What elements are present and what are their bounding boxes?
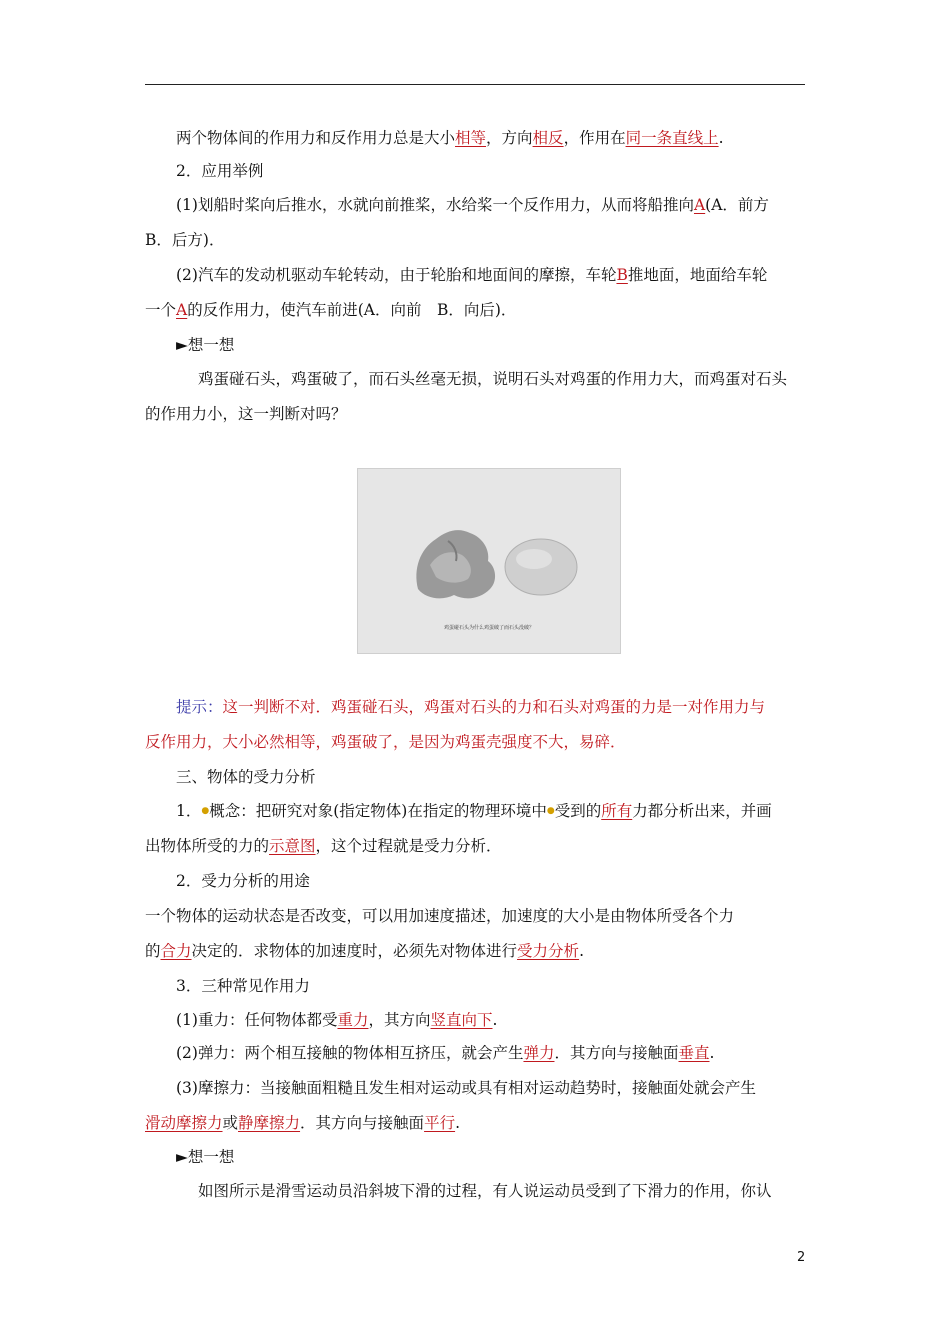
example-2-line-1 xyxy=(176,265,841,285)
text: 出物体所受的力的 xyxy=(145,837,270,855)
text: 力都分析出来，并画 xyxy=(632,802,772,820)
text: ．其方向与接触面 xyxy=(554,1044,679,1062)
text: 推地面，地面给车轮 xyxy=(627,266,768,284)
answer-diagram: 示意图 xyxy=(269,837,316,855)
friction-line-2 xyxy=(145,1113,810,1133)
text: 决定的．求物体的加速度时，必须先对物体进行 xyxy=(191,942,518,960)
page-number: 2 xyxy=(797,1250,806,1265)
text: . xyxy=(709,1044,715,1062)
text: (1)划船时桨向后推水，水就向前推桨，水给桨一个反作用力，从而将船推向 xyxy=(176,196,694,214)
photo-caption: 鸡蛋碰石头为什么鸡蛋破了而石头没破？ xyxy=(443,625,534,631)
text: . xyxy=(579,942,584,960)
text: 的 xyxy=(145,942,161,960)
text: 1． xyxy=(176,802,202,820)
text: . xyxy=(492,1011,498,1029)
think-heading-2: ►想一想 xyxy=(176,1148,235,1166)
question-1-line-1: 鸡蛋碰石头，鸡蛋破了，而石头丝毫无损，说明石头对鸡蛋的作用力大，而鸡蛋对石头 xyxy=(198,370,788,388)
usage-line-2 xyxy=(145,941,810,961)
hint-text: 这一判断不对．鸡蛋碰石头，鸡蛋对石头的力和石头对鸡蛋的力是一对作用力与 xyxy=(222,698,766,716)
hint-label: 提示： xyxy=(176,698,223,716)
text: ，这个过程就是受力分析． xyxy=(315,837,502,855)
concept-line-1 xyxy=(176,801,841,821)
text: (2)弹力：两个相互接触的物体相互挤压，就会产生 xyxy=(176,1044,524,1062)
answer-gravity: 重力 xyxy=(337,1011,369,1029)
answer-a: A xyxy=(693,196,706,214)
text: (1)重力：任何物体都受 xyxy=(176,1011,338,1029)
section-title-examples: 2．应用举例 xyxy=(176,162,264,180)
text: 概念：把研究对象(指定物体)在指定的物理环境中 xyxy=(209,802,547,820)
paragraph-newton-third-law xyxy=(176,128,841,148)
text: . xyxy=(455,1114,461,1132)
answer-all: 所有 xyxy=(601,802,633,820)
answer-perpendicular: 垂直 xyxy=(678,1044,710,1062)
think-heading-1: ►想一想 xyxy=(176,336,235,354)
answer-opposite: 相反 xyxy=(532,129,564,147)
elastic-force-line xyxy=(176,1043,841,1063)
dot-mark: ● xyxy=(201,806,210,816)
answer-parallel: 平行 xyxy=(424,1114,456,1132)
question-1-line-2: 的作用力小，这一判断对吗？ xyxy=(145,405,347,423)
dot-mark: ● xyxy=(546,806,555,816)
answer-equal: 相等 xyxy=(455,129,487,147)
answer-vertically-down: 竖直向下 xyxy=(430,1011,493,1029)
answer-a: A xyxy=(176,301,188,319)
text: ，作用在 xyxy=(563,129,626,147)
text: 两个物体间的作用力和反作用力总是大小 xyxy=(176,129,456,147)
example-1-line-2: B．后方)． xyxy=(145,231,225,249)
answer-static-friction: 静摩擦力 xyxy=(238,1114,301,1132)
answer-elastic: 弹力 xyxy=(523,1044,555,1062)
answer-sliding-friction: 滑动摩擦力 xyxy=(145,1114,223,1132)
three-forces-title: 3．三种常见作用力 xyxy=(176,977,310,995)
text: (2)汽车的发动机驱动车轮转动，由于轮胎和地面间的摩擦，车轮 xyxy=(176,266,617,284)
text: (A．前方 xyxy=(705,196,769,214)
example-1-line-1 xyxy=(176,195,841,215)
text: 受到的 xyxy=(554,802,602,820)
friction-line-1: (3)摩擦力：当接触面粗糙且发生相对运动或具有相对运动趋势时，接触面处就会产生 xyxy=(176,1079,756,1097)
answer-same-line: 同一条直线上 xyxy=(625,129,719,147)
hint-line-2: 反作用力，大小必然相等，鸡蛋破了，是因为鸡蛋壳强度不大，易碎． xyxy=(145,733,626,751)
concept-line-2 xyxy=(145,836,810,856)
section-title-force-analysis: 三、物体的受力分析 xyxy=(176,768,316,786)
text: ．其方向与接触面 xyxy=(300,1114,425,1132)
text: ，其方向 xyxy=(368,1011,431,1029)
egg-and-stone-photo xyxy=(357,468,621,654)
answer-force-analysis: 受力分析 xyxy=(517,942,580,960)
usage-line-1: 一个物体的运动状态是否改变，可以用加速度描述，加速度的大小是由物体所受各个力 xyxy=(145,907,735,925)
text: ，方向 xyxy=(486,129,533,147)
text: 的反作用力，使汽车前进(A．向前 B．向后)． xyxy=(187,301,517,319)
usage-title: 2．受力分析的用途 xyxy=(176,872,310,890)
text: . xyxy=(718,129,724,147)
example-2-line-2 xyxy=(145,300,810,320)
text: 一个 xyxy=(145,301,177,319)
header-rule xyxy=(145,84,805,85)
answer-b: B xyxy=(616,266,628,284)
answer-net-force: 合力 xyxy=(160,942,192,960)
question-2-line-1: 如图所示是滑雪运动员沿斜坡下滑的过程，有人说运动员受到了下滑力的作用，你认 xyxy=(198,1182,772,1200)
gravity-line xyxy=(176,1010,841,1030)
hint-line-1 xyxy=(176,697,841,717)
text: 或 xyxy=(222,1114,239,1132)
